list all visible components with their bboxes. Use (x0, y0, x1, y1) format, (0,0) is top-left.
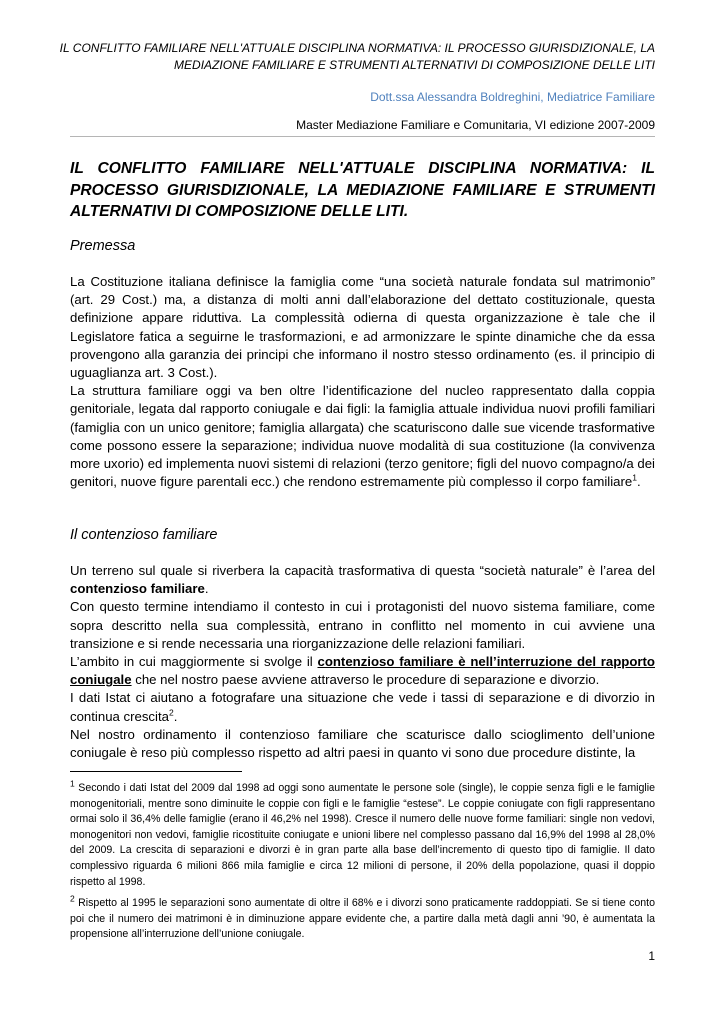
bold-underlined-term: contenzioso familiare è nell’interruzione del rapporto coniugale (70, 654, 655, 688)
footnote: $^1$ Secondo i dati Istat del 2009 dal 1998 ad oggi sono aumentate le persone sole (single), le coppie senza figli e le famiglie monogenitoriali, mentre sono diminuite le coppie con figli e le famiglie “estese”. Le coppie coniugate con figli rappresentano ormai solo il 36,4% delle famiglie (erano il 46,2% nel 1998). Cresce il numero delle nuove forme familiari: single non vedovi, monogenitori non vedovi, famiglie ricostituite coniugate e unioni libere nel complesso passano dal 16,9% del 1998 al 28,0% del 2009. La crescita di separazioni e divorzi è in gran parte alla base dell’incremento di questo tipo di famiglie. Il dato complessivo riguarda 6 milioni 866 mila famiglie e circa 12 milioni di persone, il 20% della popolazione, quasi il doppio rispetto al 1998. (70, 778, 655, 888)
contenzioso-body (70, 562, 655, 762)
premessa-body (70, 273, 655, 491)
paragraph: Un terreno sul quale si riverbera la capacità trasformativa di questa “società naturale” è l’area del contenzioso familiare. (70, 563, 655, 597)
page-number: 1 (648, 949, 655, 963)
paragraph: Con questo termine intendiamo il contesto in cui i protagonisti del nuovo sistema familiare, come sopra descritto nella sua complessità, entrano in conflitto nel momento in cui avviene una transizione e si rende necessaria una riorganizzazione delle relazioni familiari. (70, 599, 655, 651)
running-header-author: Dott.ssa Alessandra Boldreghini, Mediatrice Familiare (370, 90, 655, 104)
paragraph: Nel nostro ordinamento il contenzioso familiare che scaturisce dallo scioglimento dell’unione coniugale è reso più complesso rispetto ad altri paesi in quanto vi sono due procedure distinte, la (70, 726, 655, 761)
running-header-master: Master Mediazione Familiare e Comunitaria, VI edizione 2007-2009 (296, 118, 655, 132)
document-title: IL CONFLITTO FAMILIARE NELL'ATTUALE DISCIPLINA NORMATIVA: IL PROCESSO GIURISDIZIONALE, LA MEDIAZIONE FAMILIARE E STRUMENTI ALTERNATIVI DI COMPOSIZIONE DELLE LITI. (70, 160, 655, 220)
bold-term: contenzioso familiare (70, 581, 205, 597)
footnote-ref[interactable]: 2 (168, 707, 174, 718)
footnote: $^2$ Rispetto al 1995 le separazioni sono aumentate di oltre il 68% e i divorzi sono praticamente raddoppiati. Se si tiene conto poi che il numero dei matrimoni è in diminuzione appare evidente che, a partire dalla metà dagli anni ’90, è aumentata la propensione all’interruzione dell’unione coniugale. (70, 893, 655, 941)
paragraph: La Costituzione italiana definisce la famiglia come “una società naturale fondata sul matrimonio” (art. 29 Cost.) ma, a distanza di molti anni dall’elaborazione del dettato costituzionale, questa definizione appare riduttiva. La complessità odierna di questa organizzazione è tale che il Legislatore fatica a seguirne le trasformazioni, e ad armonizzare le spinte dinamiche che da essa provengono alla garanzia dei principi che informano il nostro stesso ordinamento (es. il principio di uguaglianza art. 3 Cost.). (70, 274, 655, 381)
section-heading-premessa: Premessa (70, 238, 136, 254)
section-heading-contenzioso: Il contenzioso familiare (70, 527, 218, 543)
footnotes (70, 778, 655, 949)
footnote-separator (70, 771, 242, 772)
header-divider (70, 136, 655, 137)
paragraph: I dati Istat ci aiutano a fotografare una situazione che vede i tassi di separazione e di divorzio in continua crescita$^2$. (70, 690, 655, 724)
footnote-ref[interactable]: 1 (632, 472, 637, 483)
paragraph: L’ambito in cui maggiormente si svolge il contenzioso familiare è nell’interruzione del rapporto coniugale che nel nostro paese avviene attraverso le procedure di separazione e divorzio. (70, 654, 655, 688)
paragraph: La struttura familiare oggi va ben oltre l’identificazione del nucleo rappresentato dalla coppia genitoriale, legata dal rapporto coniugale e dai figli: la famiglia attuale individua nuovi profili familiari (famiglia con un unico genitore; famiglia allargata) che scaturiscono dalle sue vicende trasformative come possono essere la separazione; individua nuove modalità di sua costituzione (la convivenza more uxorio) ed implementa nuovi sistemi di relazioni (terzo genitore; figli del nuovo compagno/a dei genitori, nuove figure parentali ecc.) che rendono estremamente più complesso il corpo familiare$^1$. (70, 383, 655, 490)
running-header-title: IL CONFLITTO FAMILIARE NELL'ATTUALE DISCIPLINA NORMATIVA: IL PROCESSO GIURISDIZIONALE, LA MEDIAZIONE FAMILIARE E STRUMENTI ALTERNATIVI DI COMPOSIZIONE DELLE LITI (59, 41, 655, 72)
